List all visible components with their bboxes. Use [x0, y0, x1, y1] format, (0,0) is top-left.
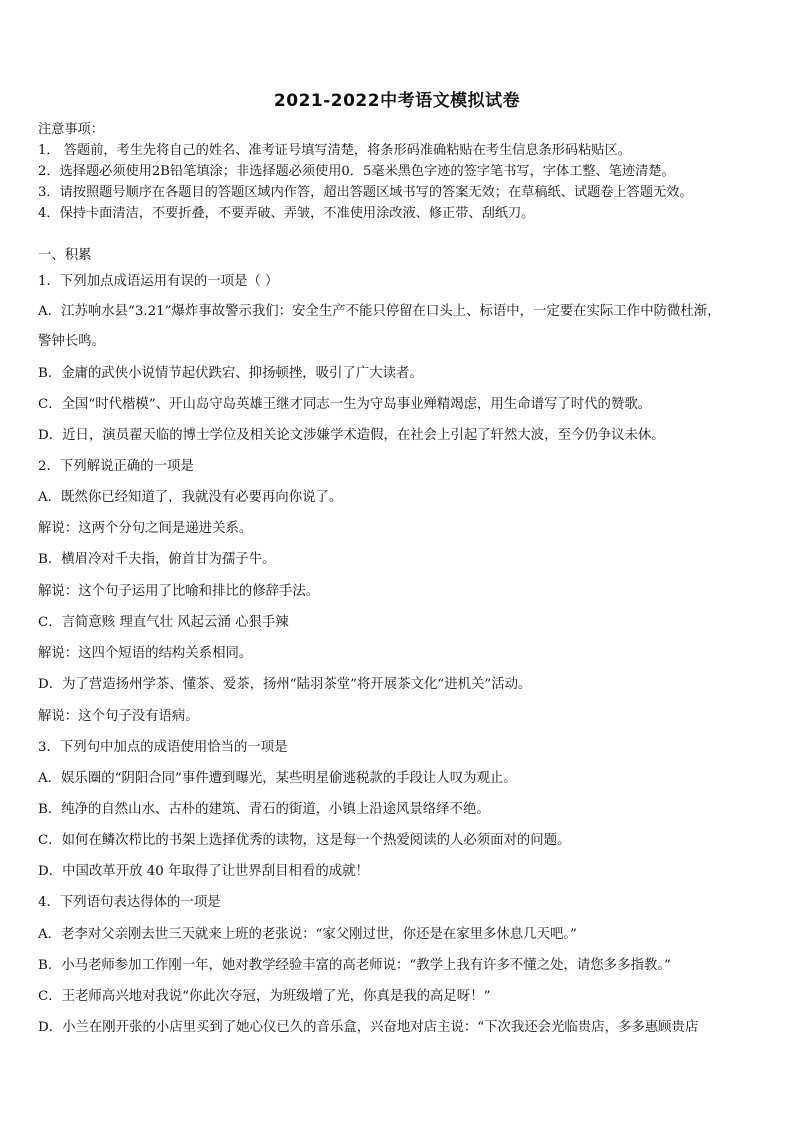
notice-item: 2．选择题必须使用2B铅笔填涂；非选择题必须使用0．5毫米黑色字迹的签字笔书写，字体工整、笔迹清楚。 [38, 164, 675, 179]
question-line: 1．下列加点成语运用有误的一项是（ ） [38, 274, 279, 289]
notice-heading: 注意事项： [38, 122, 104, 137]
question-line: B．横眉冷对千夫指，俯首甘为孺子牛。 [38, 552, 276, 567]
question-line: A．娱乐圈的“阴阳合同”事件遭到曝光，某些明星偷逃税款的手段让人叹为观止。 [38, 771, 517, 786]
question-line: 解说：这个句子运用了比喻和排比的修辞手法。 [38, 584, 320, 599]
question-line: C．全国“时代楷模”、开山岛守岛英雄王继才同志一生为守岛事业殚精竭虑，用生命谱写了时代的赞歌。 [38, 397, 652, 412]
question-line: D．小兰在刚开张的小店里买到了她心仪已久的音乐盒，兴奋地对店主说：“下次我还会光临贵店，多多惠顾贵店 [38, 1020, 699, 1035]
notice-item: 1． 答题前，考生先将自己的姓名、准考证号填写清楚，将条形码准确粘贴在考生信息条形码粘贴区。 [38, 143, 631, 158]
question-line: B．纯净的自然山水、古朴的建筑、青石的街道，小镇上沿途风景络绎不绝。 [38, 802, 490, 817]
question-line: C．言简意赅 理直气壮 风起云涌 心狠手辣 [38, 615, 289, 630]
page-title: 2021-2022中考语文模拟试卷 [273, 91, 521, 111]
question-line: D．为了营造扬州学茶、懂茶、爱茶，扬州“陆羽茶堂”将开展茶文化“进机关”活动。 [38, 677, 532, 692]
question-line: D．近日，演员翟天临的博士学位及相关论文涉嫌学术造假，在社会上引起了轩然大波，至今仍争议未休。 [38, 428, 665, 443]
question-line: 解说：这个句子没有语病。 [38, 709, 199, 724]
question-line: C．如何在鳞次栉比的书架上选择优秀的读物，这是每一个热爱阅读的人必须面对的问题。 [38, 833, 571, 848]
question-line: A．江苏响水县“3.21”爆炸事故警示我们：安全生产不能只停留在口头上、标语中，一定要在实际工作中防微杜渐， [38, 304, 721, 319]
question-line: 警钟长鸣。 [38, 334, 105, 349]
notice-item: 3．请按照题号顺序在各题目的答题区域内作答，超出答题区域书写的答案无效；在草稿纸、试题卷上答题无效。 [38, 185, 693, 200]
question-line: 4．下列语句表达得体的一项是 [38, 895, 221, 910]
question-line: A．既然你已经知道了，我就没有必要再向你说了。 [38, 490, 343, 505]
section-heading: 一、积累 [38, 248, 92, 263]
question-line: B．小马老师参加工作刚一年，她对教学经验丰富的高老师说：“教学上我有许多不懂之处，请您多多指教。” [38, 958, 671, 973]
question-line: D．中国改革开放 40 年取得了让世界刮目相看的成就！ [38, 864, 369, 879]
question-line: 解说：这四个短语的结构关系相同。 [38, 646, 253, 661]
question-line: A．老李对父亲刚去世三天就来上班的老张说：“家父刚过世，你还是在家里多休息几天吧。” [38, 927, 577, 942]
question-line: 2．下列解说正确的一项是 [38, 459, 194, 474]
question-line: 3．下列句中加点的成语使用恰当的一项是 [38, 740, 288, 755]
notice-item: 4．保持卡面清洁，不要折叠，不要弄破、弄皱，不准使用涂改液、修正带、刮纸刀。 [38, 206, 535, 221]
question-line: C．王老师高兴地对我说“你此次夺冠，为班级增了光，你真是我的高足呀！” [38, 989, 491, 1004]
question-line: B．金庸的武侠小说情节起伏跌宕、抑扬顿挫，吸引了广大读者。 [38, 366, 423, 381]
question-line: 解说：这两个分句之间是递进关系。 [38, 521, 253, 536]
